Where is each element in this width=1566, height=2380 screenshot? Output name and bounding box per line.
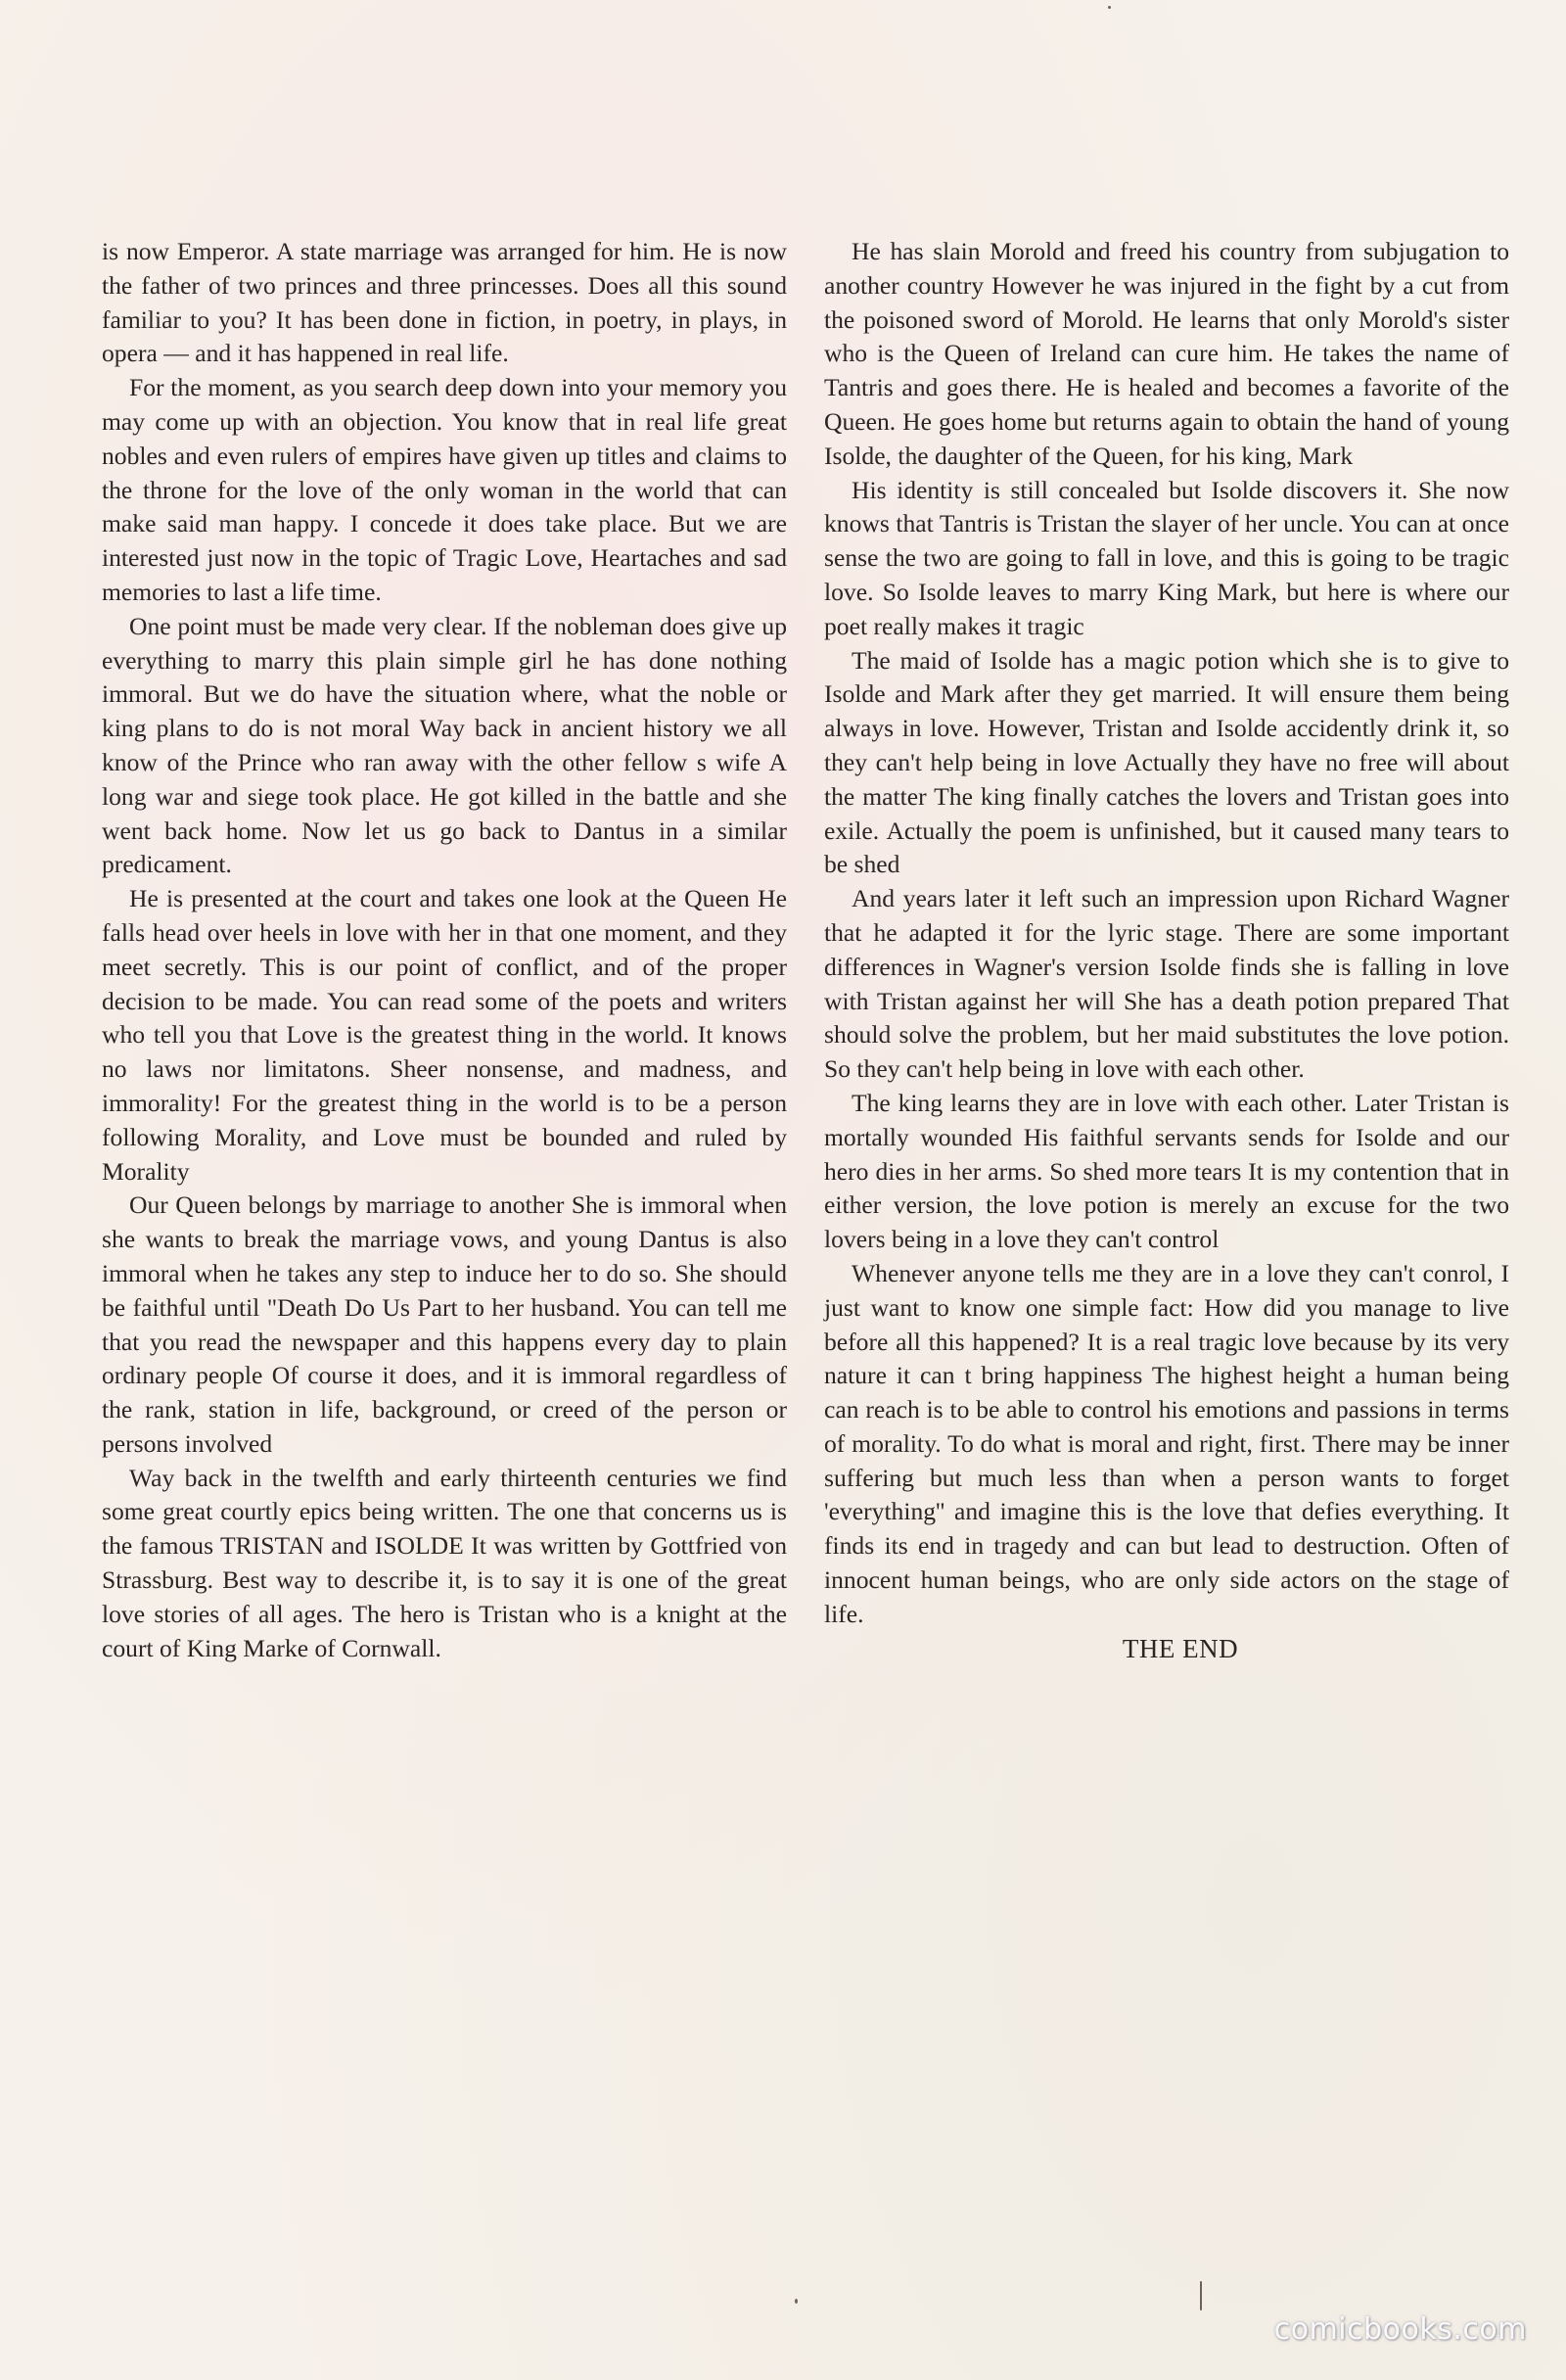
print-speck <box>1108 6 1111 9</box>
paragraph: Whenever anyone tells me they are in a love they can't conrol, I just want to know one simple fact: How did you manage to live before all this happened? It is a real tragic love because by its very nature it can t bring happiness The highest height a human being can reach is to be able to control his emotions and passions in terms of morality. To do what is moral and right, first. There may be inner suffering but much less than when a person wants to forget 'everything'' and imagine this is the love that defies everything. It finds its end in tragedy and can but lead to destruction. Often of innocent human beings, who are only side actors on the stage of life. <box>824 1258 1509 1628</box>
paragraph: The maid of Isolde has a magic potion which she is to give to Isolde and Mark after they get married. It will ensure them being always in love. However, Tristan and Isolde accidently drink it, so they can't help being in love Actually they have no free will about the matter The king finally catches the lovers and Tristan goes into exile. Actually the poem is unfinished, but it caused many tears to be shed <box>824 645 1509 879</box>
left-text-column <box>102 235 787 1665</box>
paragraph: For the moment, as you search deep down into your memory you may come up with an objection. You know that in real life great nobles and even rulers of empires have given up titles and claims to the throne for the love of the only woman in the world that can make said man happy. I concede it does take place. But we are interested just now in the topic of Tragic Love, Heartaches and sad memories to last a life time. <box>102 373 787 606</box>
paragraph: And years later it left such an impression upon Richard Wagner that he adapted it for the lyric stage. There are some important differences in Wagner's version Isolde finds she is falling in love with Tristan against her will She has a death potion prepared That should solve the problem, but her maid substitutes the love potion. So they can't help being in love with each other. <box>824 884 1509 1084</box>
right-text-column <box>824 235 1509 1665</box>
paragraph: is now Emperor. A state marriage was arranged for him. He is now the father of two princes and three princesses. Does all this sound familiar to you? It has been done in fiction, in poetry, in plays, in opera — and it has happened in real life. <box>102 237 787 368</box>
paragraph: His identity is still concealed but Isolde discovers it. She now knows that Tantris is Tristan the slayer of her uncle. You can at once sense the two are going to fall in love, and this is going to be tragic love. So Isolde leaves to marry King Mark, but here is where our poet really makes it tragic <box>824 475 1509 640</box>
site-watermark: comicbooks.com <box>1273 2312 1527 2347</box>
story-ending: THE END <box>1122 1633 1239 1663</box>
paragraph: He is presented at the court and takes one look at the Queen He falls head over heels in love with her in that one moment, and they meet secretly. This is our point of conflict, and of the proper decision to be made. You can read some of the poets and writers who tell you that Love is the greatest thing in the world. It knows no laws nor limitatons. Sheer nonsense, and madness, and immorality! For the greatest thing in the world is to be a person following Morality, and Love must be bounded and ruled by Morality <box>102 884 787 1186</box>
paragraph: Our Queen belongs by marriage to another She is immoral when she wants to break the marriage vows, and young Dantus is also immoral when he takes any step to induce her to do so. She should be faithful until "Death Do Us Part to her husband. You can tell me that you read the newspaper and this happens every day to plain ordinary people Of course it does, and it is immoral regardless of the rank, station in life, background, or creed of the person or persons involved <box>102 1190 787 1458</box>
paragraph: The king learns they are in love with each other. Later Tristan is mortally wounded His faithful servants sends for Isolde and our hero dies in her arms. So shed more tears It is my contention that in either version, the love potion is merely an excuse for the two lovers being in a love they can't control <box>824 1088 1509 1254</box>
print-speck <box>1200 2281 1202 2310</box>
paragraph: Way back in the twelfth and early thirteenth centuries we find some great courtly epics being written. The one that concerns us is the famous TRISTAN and ISOLDE It was written by Gottfried von Strassburg. Best way to describe it, is to say it is one of the great love stories of all ages. The hero is Tristan who is a knight at the court of King Marke of Cornwall. <box>102 1463 787 1662</box>
paragraph: One point must be made very clear. If the nobleman does give up everything to marry this plain simple girl he has done nothing immoral. But we do have the situation where, what the noble or king plans to do is not moral Way back in ancient history we all know of the Prince who ran away with the other fellow s wife A long war and siege took place. He got killed in the battle and she went back home. Now let us go back to Dantus in a similar predicament. <box>102 611 787 879</box>
paragraph: He has slain Morold and freed his country from subjugation to another country However he was injured in the fight by a cut from the poisoned sword of Morold. He learns that only Morold's sister who is the Queen of Ireland can cure him. He takes the name of Tantris and goes there. He is healed and becomes a favorite of the Queen. He goes home but returns again to obtain the hand of young Isolde, the daughter of the Queen, for his king, Mark <box>824 237 1509 470</box>
print-speck <box>795 2299 798 2304</box>
